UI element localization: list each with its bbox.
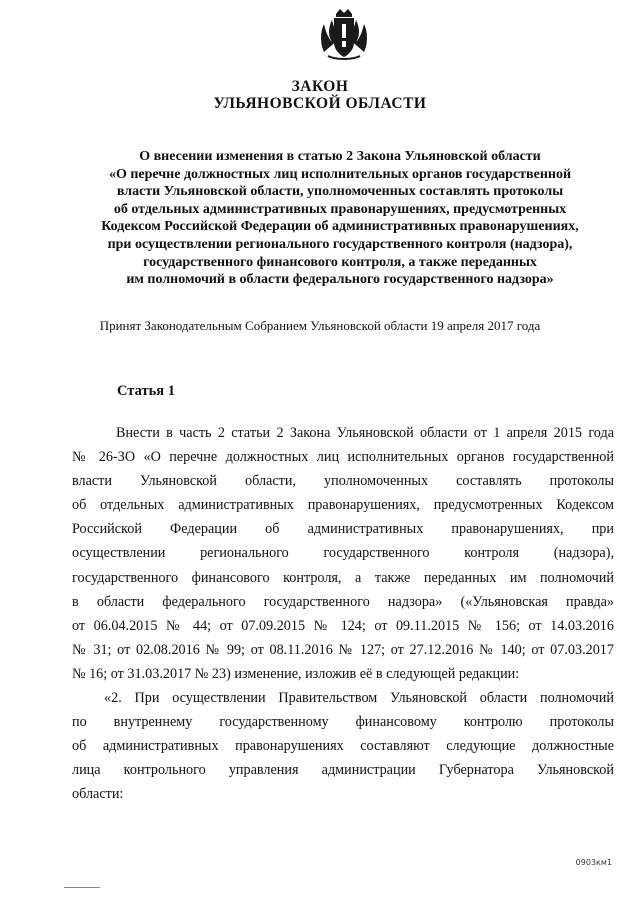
- body-line: государственного финансового контроля, а также переданных им полномочий: [72, 569, 614, 586]
- document-code: 0903км1: [575, 858, 612, 867]
- subject-line: «О перечне должностных лиц исполнительных органов государственной: [108, 166, 572, 182]
- region-title: УЛЬЯНОВСКОЙ ОБЛАСТИ: [213, 95, 427, 112]
- body-line: в области федерального государственного надзора» («Ульяновская правда»: [72, 593, 614, 610]
- body-line: от 06.04.2015 № 44; от 07.09.2015 № 124; от 09.11.2015 № 156; от 14.03.2016: [72, 617, 614, 634]
- bottom-divider: [64, 887, 100, 888]
- body-line: № 31; от 02.08.2016 № 99; от 08.11.2016 № 127; от 27.12.2016 № 140; от 07.03.2017: [72, 641, 614, 658]
- quote-line: об административных правонарушениях составляют следующие должностные: [72, 738, 614, 755]
- body-line: осуществлении регионального государственного контроля (надзора),: [72, 545, 614, 562]
- subject-line: Кодексом Российской Федерации об административных правонарушениях,: [101, 219, 579, 235]
- quote-line: лица контрольного управления администрации Губернатора Ульяновской: [72, 762, 614, 779]
- adoption-note: Принят Законодательным Собранием Ульяновской области 19 апреля 2017 года: [99, 318, 541, 333]
- body-line: Российской Федерации об административных правонарушениях, при: [72, 521, 614, 538]
- subject-line: об отдельных административных правонарушениях, предусмотренных: [113, 201, 567, 217]
- coat-of-arms-icon: [318, 6, 370, 62]
- quote-line: «2. При осуществлении Правительством Ульяновской области полномочий: [104, 690, 614, 707]
- document-type-title: ЗАКОН: [291, 78, 349, 95]
- article-body: [72, 421, 614, 807]
- subject-line: при осуществлении регионального государственного контроля (надзора),: [107, 236, 573, 252]
- body-line: власти Ульяновской области, уполномоченных составлять протоколы: [72, 473, 614, 490]
- body-line: об отдельных административных правонарушениях, предусмотренных Кодексом: [72, 497, 614, 514]
- subject-line: власти Ульяновской области, уполномоченных составлять протоколы: [116, 184, 564, 200]
- quote-line: по внутреннему государственному финансовому контролю протоколы: [72, 714, 614, 731]
- body-line: № 16; от 31.03.2017 № 23) изменение, изложив её в следующей редакции:: [72, 665, 520, 682]
- body-line: Внести в часть 2 статьи 2 Закона Ульяновской области от 1 апреля 2015 года: [116, 425, 614, 441]
- subject-line: им полномочий в области федерального государственного надзора»: [126, 272, 554, 288]
- law-subject: [70, 148, 610, 289]
- quote-line: области:: [72, 786, 124, 803]
- subject-line: государственного финансового контроля, а также переданных: [143, 254, 537, 270]
- body-line: № 26-ЗО «О перечне должностных лиц исполнительных органов государственной: [72, 449, 614, 466]
- subject-line: О внесении изменения в статью 2 Закона Ульяновской области: [139, 149, 541, 164]
- article-heading: Статья 1: [117, 383, 175, 399]
